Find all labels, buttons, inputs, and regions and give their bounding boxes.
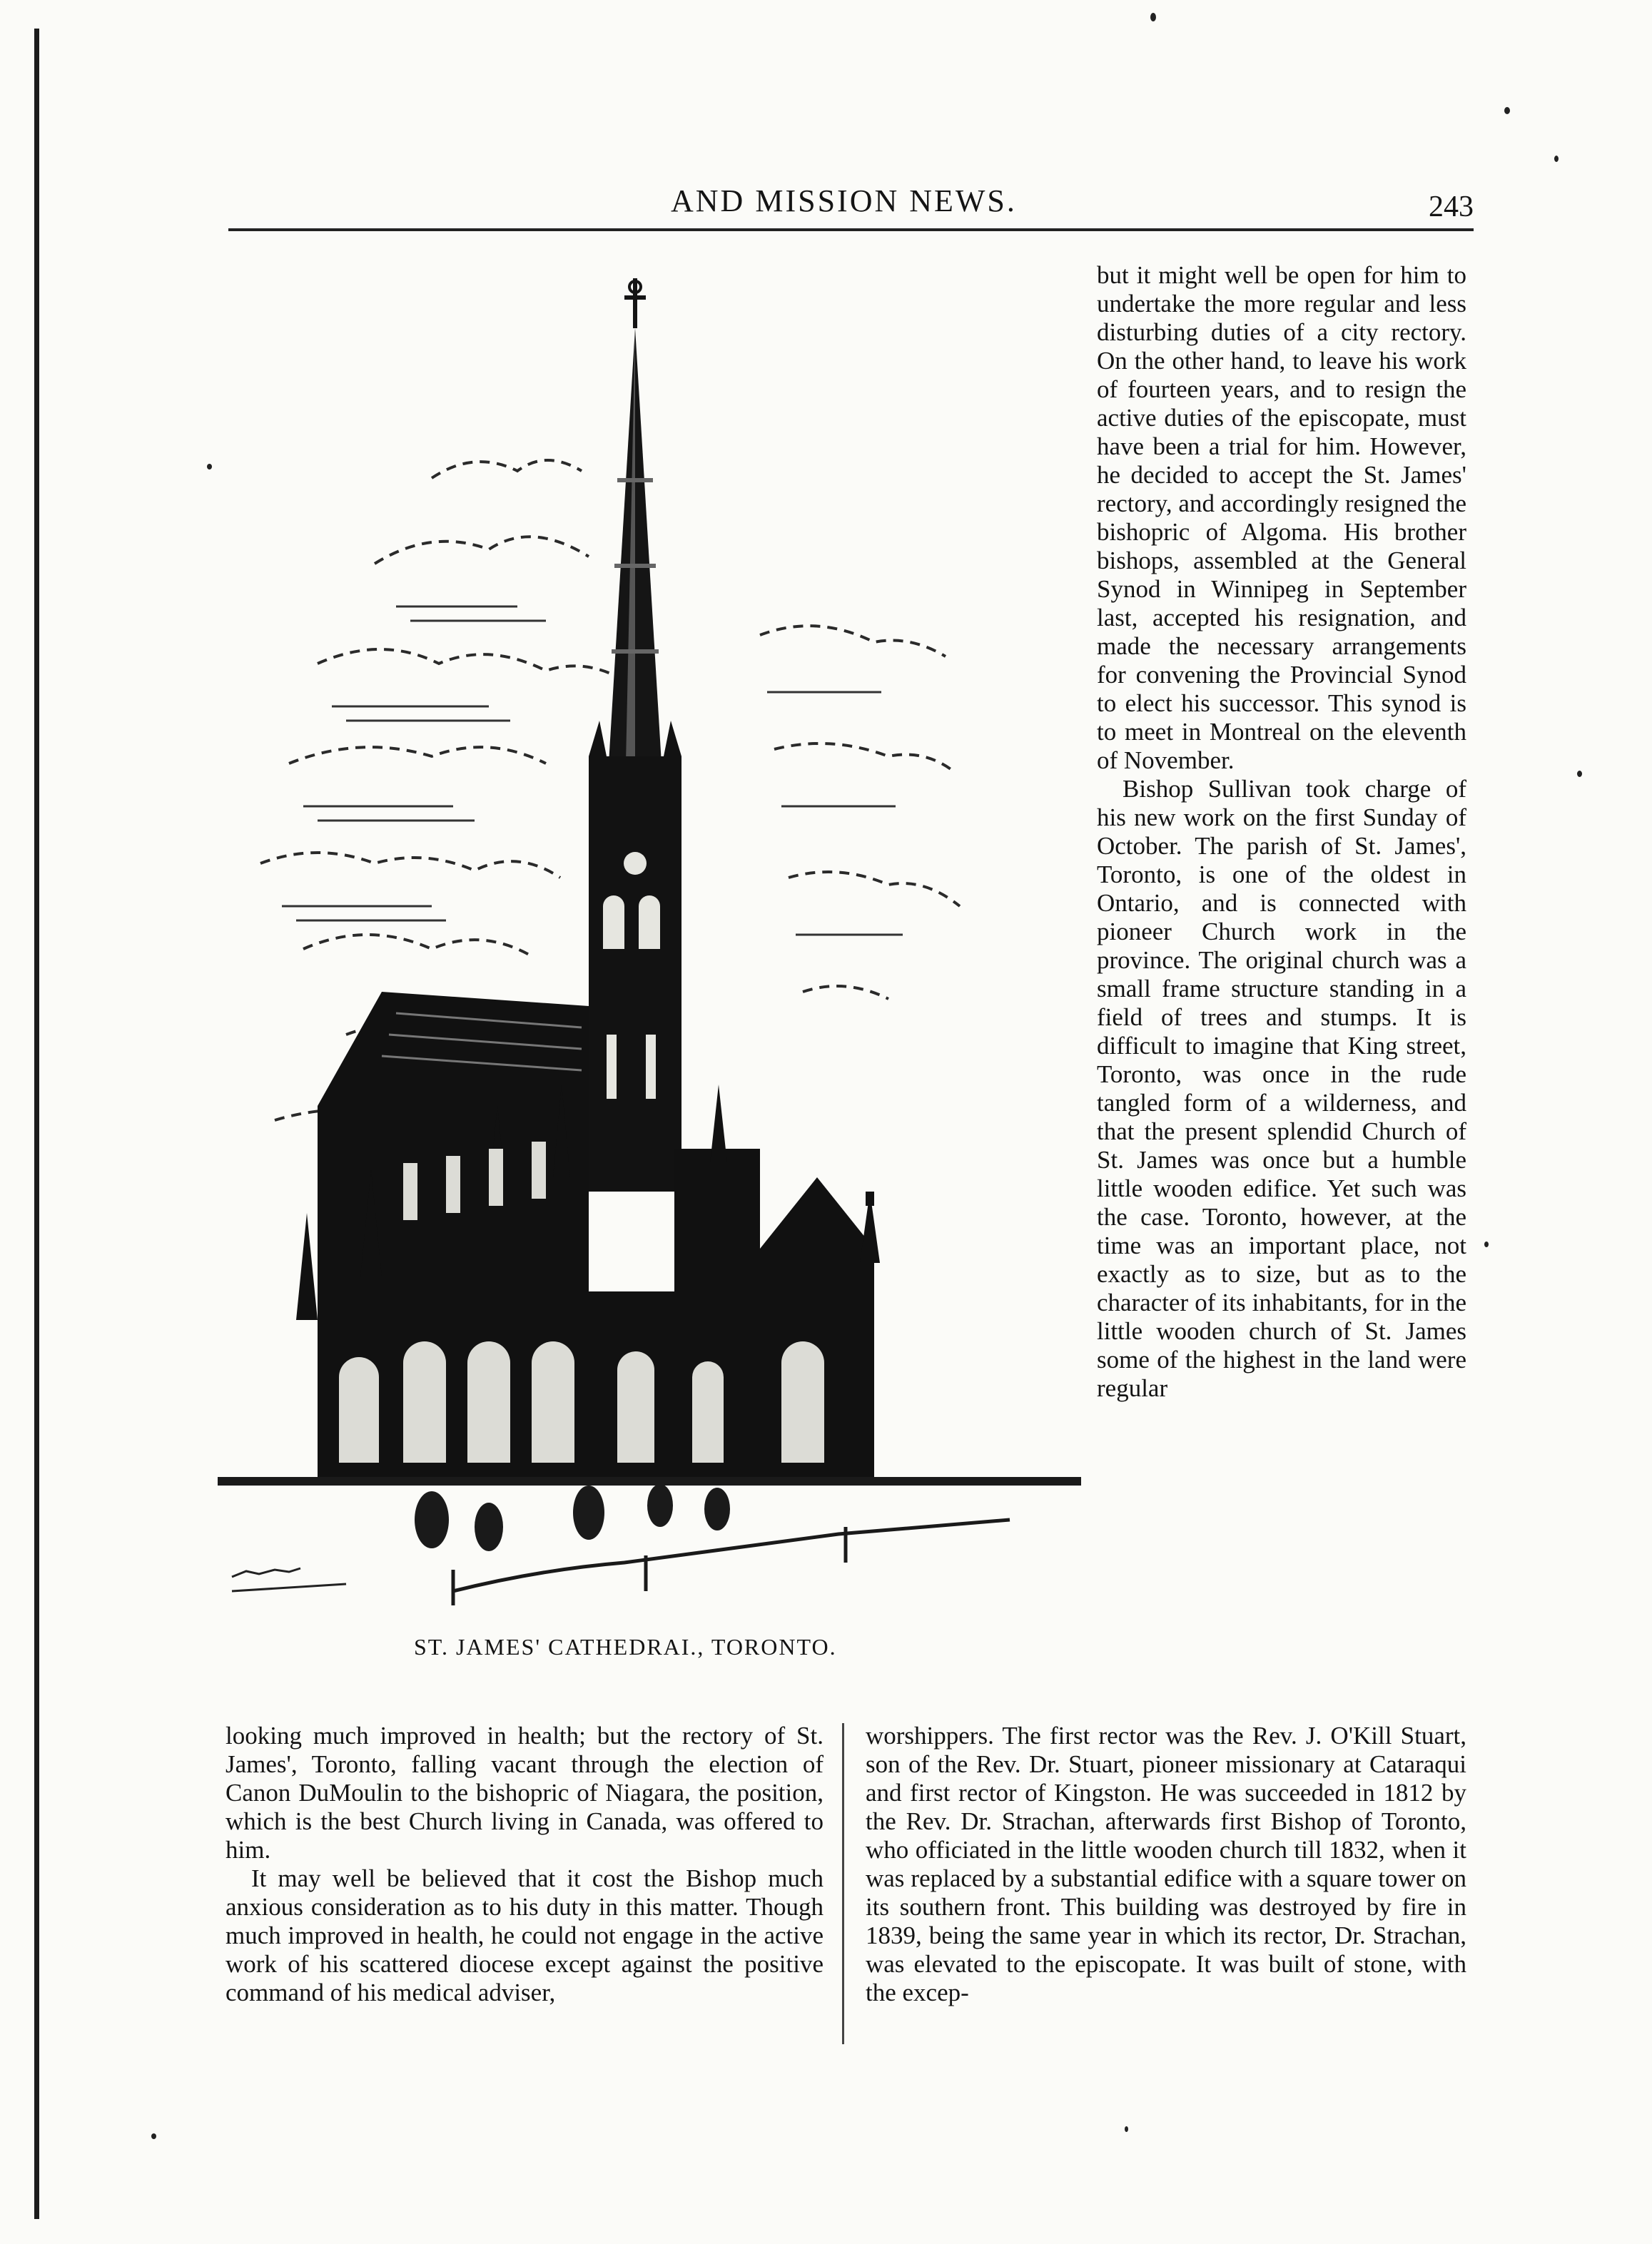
paragraph: but it might well be open for him to undertake the more regular and less disturbing duties of a city rectory. On the other hand, to leave his work of fourteen years, and to resign the active duties of the episcopate, must have been a trial for him. However, he decided to accept the St. James' rectory, and accordingly resigned the bishopric of Algoma. His brother bishops, assembled at the General Synod in Winnipeg in September last, accepted his resignation, and made the necessary arrangements for convening the Provincial Synod to elect his successor. This synod is to meet in Montreal on the eleventh of November. [1097, 261, 1466, 774]
scan-speck [1554, 156, 1559, 162]
fence [453, 1520, 1010, 1605]
page-number: 243 [1429, 191, 1474, 223]
paragraph: looking much improved in health; but the rectory of St. James', Toronto, falling vacant through the election of Canon DuMoulin to the bishopric of Niagara, the position, which is the best Church living in Canada, was offered to him. [225, 1722, 824, 1864]
paragraph: worshippers. The first rector was the Rev. J. O'Kill Stuart, son of the Rev. Dr. Stuart, pioneer missionary at Cataraqui and first rector of Kingston. He was succeeded in 1812 by the Rev. Dr. Strachan, afterwards first Bishop of Toronto, who officiated in the little wooden church till 1832, when it was replaced by a substantial edifice with a square tower on its southern front. This building was destroyed by fire in 1839, being the same year in which its rector, Dr. Strachan, was elevated to the episcopate. It was built of stone, with the excep- [866, 1722, 1466, 2006]
scan-speck [207, 464, 212, 469]
scan-speck [1125, 2126, 1128, 2132]
scan-speck [1504, 107, 1510, 114]
running-title: AND MISSION NEWS. [671, 183, 1017, 218]
paragraph: It may well be believed that it cost the Bishop much anxious consideration as to his duty in this matter. Though much improved in health, he could not engage in the active work of his scattered diocese except against the positive command of his medical adviser, [225, 1864, 824, 2006]
scan-speck [1577, 771, 1582, 777]
engraver-signature [232, 1568, 346, 1591]
page-header [228, 183, 1474, 231]
cathedral-engraving [218, 264, 1081, 1627]
tower [574, 721, 696, 1192]
text-column-bottom-left [225, 1722, 824, 2007]
text-column-bottom-right [866, 1722, 1466, 2007]
paragraph: Bishop Sullivan took charge of his new work on the first Sunday of October. The parish of St. James', Toronto, is one of the oldest in Ontario, and is connected with pioneer Church work in the province. The original church was a small frame structure standing in a field of trees and stumps. It is difficult to imagine that King street, Toronto, was once in the rude tangled form of a wilderness, and that the present splendid Church of St. James was once but a humble little wooden edifice. Yet such was the case. Toronto, however, at the time was an important place, not exactly as to size, but as to the character of its inhabitants, for in the little wooden church of St. James some of the highest in the land were regular [1097, 775, 1466, 1402]
scan-speck [151, 2133, 156, 2139]
page-edge-shadow [34, 29, 39, 2219]
scan-speck [1484, 1242, 1489, 1247]
spire [609, 278, 662, 763]
scan-speck [1150, 13, 1156, 21]
text-column-top-right [1097, 261, 1466, 1403]
figure-caption: ST. JAMES' CATHEDRAI., TORONTO. [414, 1634, 837, 1660]
ground-and-figures [218, 1477, 1081, 1551]
column-divider [842, 1723, 844, 2044]
